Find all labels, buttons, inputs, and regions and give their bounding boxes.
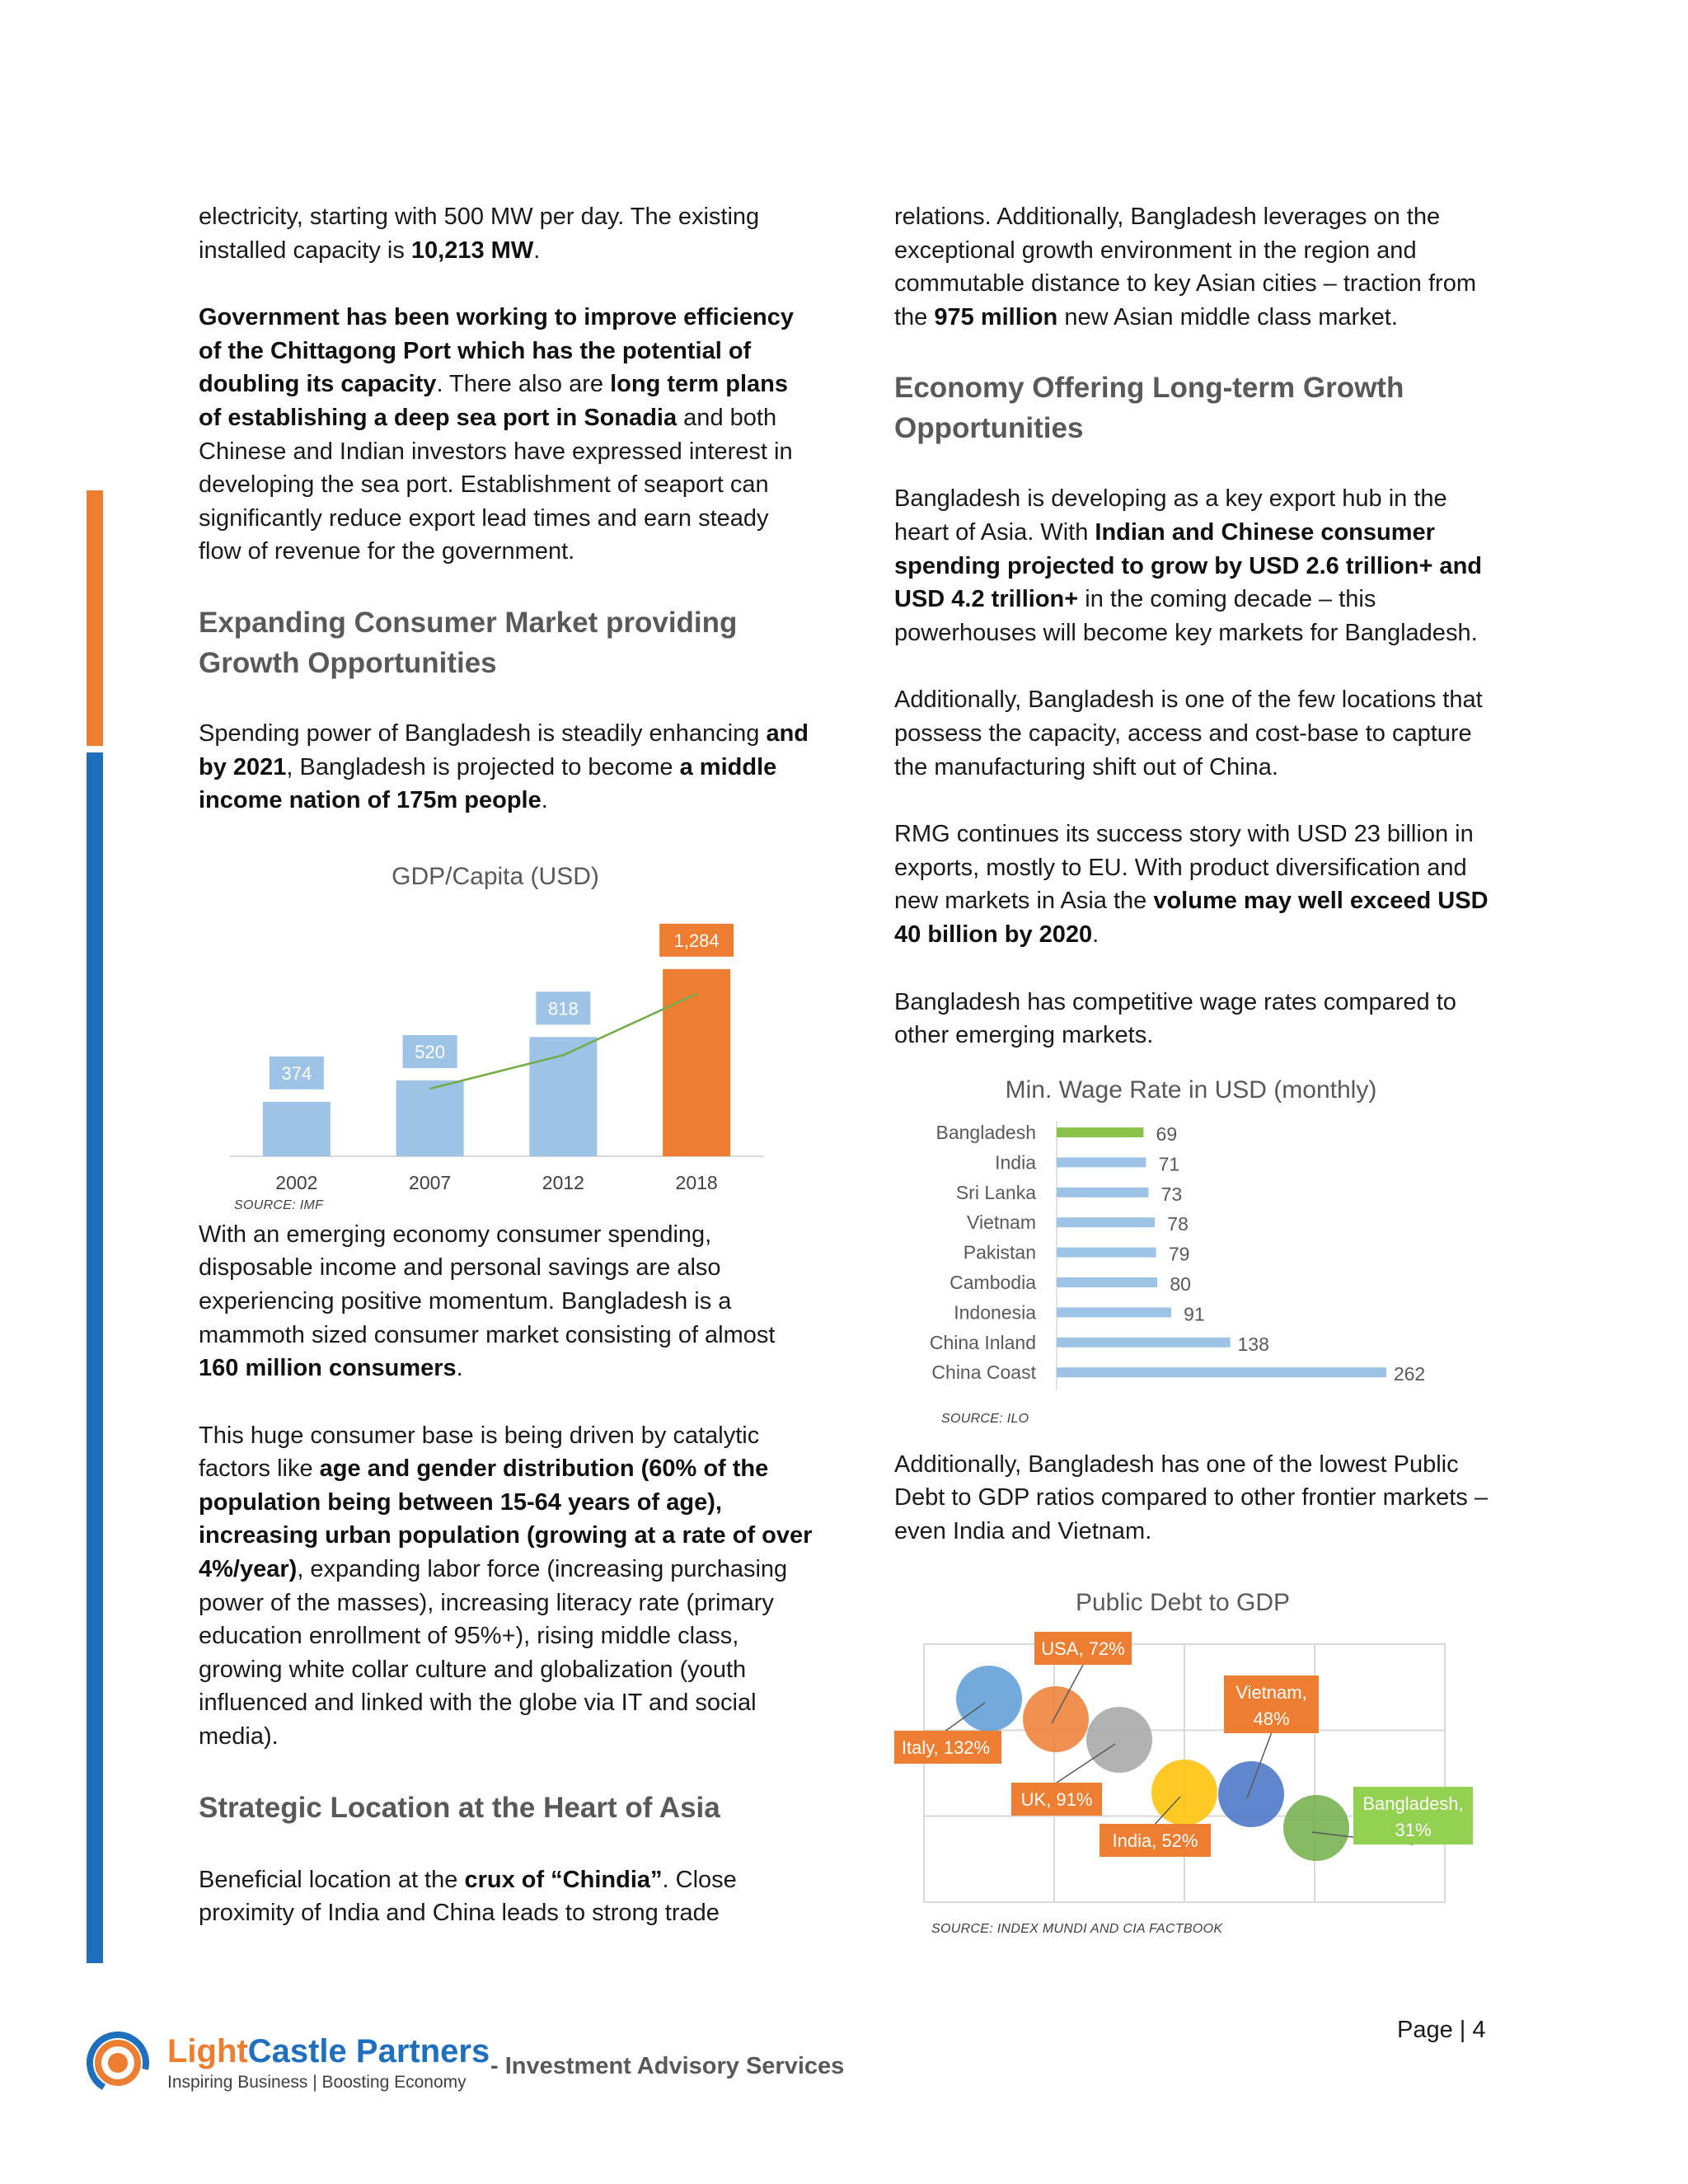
data-label: UK, 91% — [1020, 1789, 1093, 1811]
tick-label: India — [995, 1151, 1036, 1174]
data-label: Italy, 132% — [901, 1737, 991, 1759]
paragraph: electricity, starting with 500 MW per day. The existing installed capacity is 10,213 MW. — [199, 204, 760, 264]
brand-name: LightCastle Partners — [167, 2033, 490, 2069]
chart-source: SOURCE: IMF — [234, 1197, 324, 1212]
data-label: 79 — [1168, 1243, 1190, 1265]
bubble — [1218, 1761, 1284, 1827]
chart-title: Min. Wage Rate in USD (monthly) — [1005, 1076, 1377, 1104]
paragraph: With an emerging economy consumer spending, disposable income and personal savings are also experiencing positive momentum. Bangladesh is a mammoth sized consumer market consisting of almost 160 million consumers. — [199, 1221, 776, 1382]
data-label: 78 — [1167, 1212, 1189, 1235]
bar — [1057, 1157, 1146, 1167]
data-label: Bangladesh, — [1362, 1793, 1464, 1815]
data-label: 138 — [1237, 1333, 1269, 1355]
data-label: 520 — [415, 1041, 445, 1062]
bubble — [1023, 1686, 1089, 1752]
paragraph: Bangladesh has competitive wage rates compared to other emerging markets. — [894, 988, 1456, 1049]
bar — [1057, 1307, 1171, 1317]
chart-source: SOURCE: INDEX MUNDI AND CIA FACTBOOK — [931, 1922, 1223, 1937]
data-label: 1,284 — [673, 930, 720, 951]
service-label: - Investment Advisory Services — [490, 2053, 845, 2079]
gdp-chart-svg — [199, 843, 813, 1218]
bubble — [1086, 1707, 1152, 1773]
paragraph: Bangladesh is developing as a key export hub in the heart of Asia. With Indian and Chinese consumer spending projected to grow by USD 2.6 trillion+ and USD 4.2 trillion+ in the coming decade – this powerhouses will become key markets for Bangladesh. — [894, 485, 1482, 646]
data-label: USA, 72% — [1041, 1638, 1125, 1660]
data-label: 71 — [1158, 1153, 1180, 1175]
paragraph: Spending power of Bangladesh is steadily enhancing and by 2021, Bangladesh is projected to become a middle income nation of 175m people. — [199, 719, 809, 814]
data-label: 31% — [1395, 1820, 1432, 1841]
data-label: Vietnam, — [1236, 1682, 1307, 1704]
wage-chart — [894, 1052, 1504, 1448]
chart-title: Public Debt to GDP — [1075, 1589, 1291, 1617]
bar — [1057, 1337, 1231, 1347]
tick-label: Pakistan — [963, 1241, 1036, 1263]
tick-label: 2007 — [409, 1171, 452, 1193]
bar — [1057, 1277, 1157, 1287]
tick-label: China Inland — [929, 1331, 1036, 1353]
bar — [1057, 1217, 1155, 1227]
bar — [1057, 1247, 1156, 1257]
bar — [396, 1080, 464, 1156]
right-column — [894, 200, 1504, 1943]
gdp-chart — [199, 843, 813, 1218]
data-label: 374 — [281, 1062, 312, 1084]
bar — [1057, 1127, 1143, 1137]
bar — [1057, 1367, 1386, 1377]
data-label: 91 — [1184, 1303, 1205, 1325]
paragraph: RMG continues its success story with USD 23 billion in exports, mostly to EU. With product diversification and new markets in Asia the volume may well exceed USD 40 billion by 2020. — [894, 821, 1489, 948]
tick-label: Vietnam — [967, 1211, 1036, 1233]
data-label: India, 52% — [1112, 1830, 1198, 1852]
bar — [263, 1102, 331, 1156]
data-label: 818 — [548, 997, 579, 1019]
tick-label: 2012 — [542, 1171, 584, 1193]
bubble — [956, 1666, 1022, 1732]
data-label: 80 — [1170, 1272, 1191, 1295]
accent-bar-blue — [87, 752, 103, 1963]
tick-label: China Coast — [931, 1361, 1036, 1383]
wage-chart-svg — [894, 1052, 1504, 1415]
data-label: 48% — [1253, 1708, 1290, 1730]
section-heading: Expanding Consumer Market providing Growth Opportunities — [199, 606, 738, 679]
section-heading: Strategic Location at the Heart of Asia — [199, 1791, 720, 1824]
lightcastle-logo-icon — [85, 2030, 159, 2104]
paragraph: This huge consumer base is being driven by catalytic factors like age and gender distribution (60% of the population being between 15-64 years of age), increasing urban population (growing at a rate of over 4%/year), expanding labor force (increasing purchasing power of the masses), increasing literacy rate (primary education enrollment of 95%+), rising middle class, growing white collar culture and globalization (youth influenced and linked with the globe via IT and social media). — [199, 1422, 813, 1750]
accent-bar-orange — [87, 490, 103, 746]
tick-label: Bangladesh — [935, 1121, 1036, 1143]
tick-label: Cambodia — [950, 1271, 1036, 1293]
tick-label: Indonesia — [954, 1301, 1036, 1324]
tick-label: Sri Lanka — [955, 1181, 1036, 1203]
data-label: 69 — [1156, 1122, 1178, 1145]
bubble — [1151, 1760, 1217, 1825]
bubble — [1283, 1795, 1349, 1861]
chart-source: SOURCE: ILO — [941, 1411, 1029, 1426]
paragraph: Beneficial location at the crux of “Chindia”. Close proximity of India and China leads to strong trade — [199, 1866, 737, 1927]
debt-chart — [894, 1564, 1504, 1943]
debt-chart-svg — [894, 1564, 1504, 1910]
section-heading: Economy Offering Long-term Growth Opportunities — [894, 372, 1404, 445]
data-label: 73 — [1160, 1183, 1183, 1205]
brand-tagline: Inspiring Business | Boosting Economy — [167, 2073, 467, 2092]
bar — [663, 969, 730, 1156]
paragraph: relations. Additionally, Bangladesh leverages on the exceptional growth environment in the region and commutable distance to key Asian cities – traction from the 975 million new Asian middle class market. — [894, 204, 1476, 330]
chart-title: GDP/Capita (USD) — [392, 862, 599, 890]
paragraph: Additionally, Bangladesh is one of the few locations that possess the capacity, access and cost-base to capture the manufacturing shift out of China. — [894, 687, 1483, 780]
paragraph: Additionally, Bangladesh has one of the lowest Public Debt to GDP ratios compared to other frontier markets – even India and Vietnam. — [894, 1451, 1488, 1544]
data-label: 262 — [1393, 1362, 1426, 1385]
paragraph: Government has been working to improve efficiency of the Chittagong Port which has the potential of doubling its capacity. There also are long term plans of establishing a deep sea port in Sonadia and both Chinese and Indian investors have expressed interest in developing the sea port. Establishment of seaport can significantly reduce export lead times and earn steady flow of revenue for the government. — [199, 304, 794, 565]
tick-label: 2002 — [275, 1171, 318, 1193]
left-column — [199, 200, 813, 1930]
tick-label: 2018 — [675, 1171, 718, 1193]
page-number: Page | 4 — [1397, 2017, 1486, 2043]
bar — [1057, 1187, 1148, 1197]
